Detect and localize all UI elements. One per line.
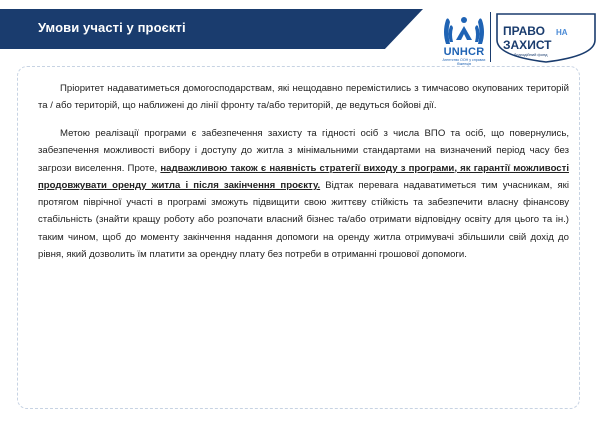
pravo-na-zakhyst-logo (494, 10, 598, 64)
unhcr-logo (434, 12, 486, 64)
goal-text: Метою реалізації програми є забезпечення захисту та гідності осіб з числа ВПО та осіб, що повернулись, забезпечення можливості вибору і доступу до житла з мінімальними стандартами на визначений період часу без загрози виселення. Проте, (38, 128, 569, 174)
priority-paragraph: Пріоритет надаватиметься домогосподарствам, які нещодавно перемістились з тимчасово окупованих територій та / або територій, що наближені до лінії фронту та/або територій, де ведуться бойові дії. (38, 83, 569, 112)
unhcr-subtitle: Агентство ООН у справах біженців (442, 58, 486, 66)
unhcr-emblem-icon (434, 12, 494, 46)
logo-divider (490, 12, 491, 62)
pravo-wordmark: ПРАВО (503, 24, 545, 38)
partner-logos (430, 8, 600, 64)
pravo-subtitle: благодійний фонд (514, 52, 548, 57)
exit-strategy-emphasis: надважливою також є наявність стратегії виходу з програми, як гарантії можливості продовжувати оренду житла і після закінчення проєкту. (38, 162, 569, 191)
unhcr-wordmark: UNHCR (443, 46, 485, 58)
na-wordmark: НА (556, 28, 568, 37)
preference-text: Відтак перевага надаватиметься тим учасникам, які протягом піврічної участі в програмі зможуть підвищити свою життєву стійкість та забезпечити власну фінансову стабільність (знайти кращу роботу або розпочати власний бізнес та/або отримати відповідну освіту для цього та ін.) таким чином, щоб до моменту закінчення надання допомоги на оренду житла отримувачі збільшили свій дохід до рівня, який дозволить їм платити за орендну плату без потреби в отриманні грошової допомоги. (38, 179, 569, 261)
zakhyst-wordmark: ЗАХИСТ (503, 38, 552, 52)
page-title: Умови участі у проєкті (38, 20, 186, 35)
program-goal-paragraph (38, 125, 569, 263)
